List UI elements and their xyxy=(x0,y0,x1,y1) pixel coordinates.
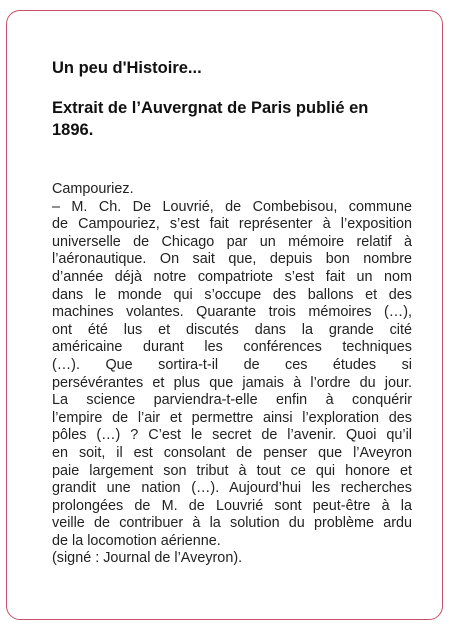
extract-title xyxy=(52,97,412,141)
body-line: machines volantes. Quarante trois mémoires (…), xyxy=(52,304,412,321)
body-line: dans le monde qui s’occupe des ballons et des xyxy=(52,286,412,303)
body-line: prolongées de M. de Louvrié sont peut-être à la xyxy=(52,497,412,514)
body-line: en soit, il est consolant de penser que l’Aveyron xyxy=(52,444,412,461)
body-line: – M. Ch. De Louvrié, de Combebisou, commune xyxy=(52,198,412,215)
body-line: veille de contribuer à la solution du problème ardu xyxy=(52,515,412,532)
body-line: paie largement son tribut à tout ce qui honore et xyxy=(52,462,412,479)
body-line: américaine durant les conférences techniques xyxy=(52,339,412,356)
extract-title-line: Extrait de l’Auvergnat de Paris publié en xyxy=(52,99,369,117)
body-line: de la locomotion aérienne. xyxy=(52,532,221,549)
body-line: grandit une nation (…). Aujourd’hui les recherches xyxy=(52,480,412,497)
body-line: pôles (…) ? C’est le secret de l’avenir. Quoi qu’il xyxy=(52,427,412,444)
body-line: l’aéronautique. On sait que, depuis bon nombre xyxy=(52,251,412,268)
extract-title-line: 1896. xyxy=(52,121,94,139)
body-line: universelle de Chicago par un mémoire relatif à xyxy=(52,233,412,250)
body-line: de Campouriez, s’est fait représenter à l’exposition xyxy=(52,216,412,233)
body-line: (…). Que sortira-t-il de ces études si xyxy=(52,356,412,373)
body-line: l’empire de l’air et permettre ainsi l’exploration des xyxy=(52,409,412,426)
article-body xyxy=(52,181,412,568)
body-line: (signé : Journal de l’Aveyron). xyxy=(52,550,243,567)
body-line: d’année déjà notre compatriote s’est fait un nom xyxy=(52,268,412,285)
body-line: ont été lus et discutés dans la grande cité xyxy=(52,321,412,338)
body-line: La science parviendra-t-elle enfin à conquérir xyxy=(52,392,412,409)
body-line: persévérantes et plus que jamais à l’ordre du jour. xyxy=(52,374,412,391)
body-line: Campouriez. xyxy=(52,181,134,197)
section-title: Un peu d'Histoire... xyxy=(52,59,202,77)
